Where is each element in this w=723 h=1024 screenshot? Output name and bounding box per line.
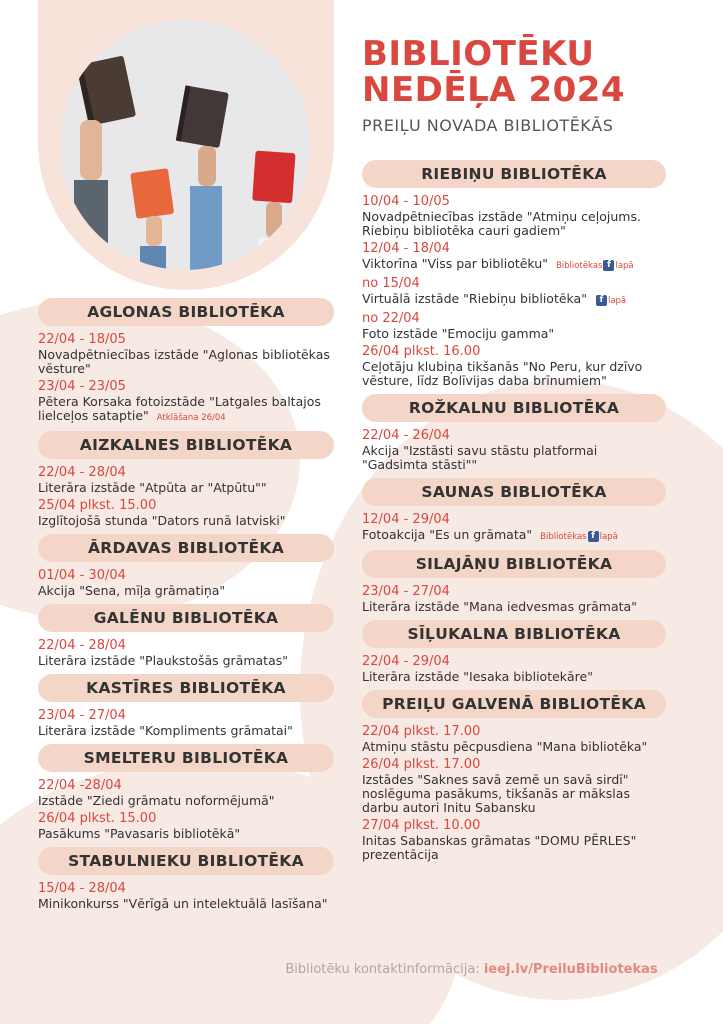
left-column [38,298,334,917]
title-line-2: NEDĒĻA 2024 [362,70,626,110]
event-text: Literāra izstāde "Iesaka bibliotekāre" [362,669,593,684]
library-section [38,674,334,738]
event-description [38,724,334,738]
event-date: 22/04 plkst. 17.00 [362,724,481,739]
event-text: Pasākums "Pavasaris bibliotēkā" [38,826,241,841]
event-text: Pētera Korsaka fotoizstāde "Latgales baltajos lielceļos sataptie" [38,394,321,423]
event-description [362,292,666,308]
books-photo [60,20,310,270]
event-description [362,834,666,862]
event-description [38,584,334,598]
facebook-pre: Bibliotēkas [540,532,587,542]
library-header: RIEBIŅU BIBLIOTĒKA [362,160,666,188]
event-text: Atmiņu stāstu pēcpusdiena "Mana bibliotēka" [362,739,648,754]
event-description [38,794,334,808]
event-text: Literāra izstāde "Mana iedvesmas grāmata" [362,599,637,614]
event-text: Akcija "Sena, mīļa grāmatiņa" [38,583,226,598]
event-date: 26/04 plkst. 15.00 [38,811,157,826]
event-note: Atklāšana 26/04 [156,413,226,423]
library-header: SMELTERU BIBLIOTĒKA [38,744,334,772]
event-description [362,528,666,544]
event-text: Izstāde "Ziedi grāmatu noformējumā" [38,793,275,808]
library-section [38,298,334,425]
library-section [38,534,334,598]
library-header: AIZKALNES BIBLIOTĒKA [38,431,334,459]
library-header: ĀRDAVAS BIBLIOTĒKA [38,534,334,562]
event-date: 15/04 - 28/04 [38,881,126,896]
library-header: KASTĪRES BIBLIOTĒKA [38,674,334,702]
facebook-link[interactable] [595,296,626,306]
facebook-post: lapā [607,296,627,306]
facebook-pre: Bibliotēkas [555,261,603,271]
facebook-icon: f [603,260,614,271]
facebook-post: lapā [599,532,618,542]
event-date: 22/04 - 18/05 [38,332,126,347]
event-description [38,827,334,841]
library-header: SILAJĀŅU BIBLIOTĒKA [362,550,666,578]
event-date: 22/04 - 26/04 [362,428,450,443]
library-header: SĪĻUKALNA BIBLIOTĒKA [362,620,666,648]
footer-label: Bibliotēku kontaktinformācija: [285,962,480,977]
event-description [38,481,334,495]
event-text: Fotoakcija "Es un grāmata" [362,527,533,542]
library-section [362,690,666,862]
event-text: Novadpētniecības izstāde "Atmiņu ceļojums. Riebiņu bibliotēka cauri gadiem" [362,209,641,238]
event-text: Initas Sabanskas grāmatas "DOMU PĒRLES" prezentācija [362,833,637,862]
library-section [362,620,666,684]
event-date: 22/04 - 28/04 [38,638,126,653]
event-date: 26/04 plkst. 17.00 [362,757,481,772]
event-date: 01/04 - 30/04 [38,568,126,583]
event-date: 26/04 plkst. 16.00 [362,344,481,359]
library-header: AGLONAS BIBLIOTĒKA [38,298,334,326]
event-date: 27/04 plkst. 10.00 [362,818,481,833]
library-section [362,550,666,614]
event-text: Literāra izstāde "Kompliments grāmatai" [38,723,293,738]
subtitle: PREIĻU NOVADA BIBLIOTĒKĀS [362,116,614,135]
event-date: 22/04 - 29/04 [362,654,450,669]
facebook-icon: f [588,531,599,542]
event-description [38,654,334,668]
facebook-post: lapā [615,261,634,271]
event-date: 23/04 - 27/04 [362,584,450,599]
library-section [362,394,666,472]
event-text: Viktorīna "Viss par bibliotēku" [362,256,548,271]
event-description [38,395,334,425]
event-text: Izglītojošā stunda "Dators runā latviski" [38,513,286,528]
event-text: Foto izstāde "Emociju gamma" [362,326,555,341]
event-text: Izstādes "Saknes savā zemē un savā sirdī" noslēguma pasākums, tikšanās ar mākslas darbu autori Initu Sabansku [362,772,630,815]
event-date: 23/04 - 27/04 [38,708,126,723]
event-date: 10/04 - 10/05 [362,194,450,209]
event-description [362,670,666,684]
event-text: Literāra izstāde "Plaukstošās grāmatas" [38,653,288,668]
right-column [362,160,666,868]
event-date: no 15/04 [362,276,420,291]
event-description [362,210,666,238]
facebook-link[interactable] [540,532,618,542]
library-header: SAUNAS BIBLIOTĒKA [362,478,666,506]
event-date: 22/04 - 28/04 [38,465,126,480]
event-date: 23/04 - 23/05 [38,379,126,394]
library-header: STABULNIEKU BIBLIOTĒKA [38,847,334,875]
event-description [38,897,334,911]
library-header: ROŽKALNU BIBLIOTĒKA [362,394,666,422]
library-header: PREIĻU GALVENĀ BIBLIOTĒKA [362,690,666,718]
event-description [362,327,666,341]
footer-link[interactable]: ieej.lv/PreiluBibliotekas [483,962,658,977]
event-date: 12/04 - 29/04 [362,512,450,527]
event-text: Virtuālā izstāde "Riebiņu bibliotēka" [362,291,587,306]
facebook-icon: f [596,295,607,306]
poster-title [362,36,702,135]
event-text: Literāra izstāde "Atpūta ar "Atpūtu"" [38,480,267,495]
title-line-1: BIBLIOTĒKU [362,34,595,74]
event-description [362,600,666,614]
footer [0,962,723,977]
library-section [38,604,334,668]
event-description [38,348,334,376]
event-date: 25/04 plkst. 15.00 [38,498,157,513]
event-text: Akcija "Izstāsti savu stāstu platformai "Gadsimta stāsti"" [362,443,598,472]
library-section [38,431,334,528]
library-section [362,160,666,388]
facebook-link[interactable] [556,261,634,271]
event-description [362,773,666,815]
event-description [362,444,666,472]
event-description [362,740,666,754]
event-date: 12/04 - 18/04 [362,241,450,256]
event-text: Novadpētniecības izstāde "Aglonas bibliotēkas vēsture" [38,347,330,376]
event-description [362,257,666,273]
event-text: Ceļotāju klubiņa tikšanās "No Peru, kur dzīvo vēsture, līdz Bolīvijas daba brīnumiem" [362,359,643,388]
library-header: GALĒNU BIBLIOTĒKA [38,604,334,632]
event-text: Minikonkurss "Vērīgā un intelektuālā lasīšana" [38,896,328,911]
event-date: no 22/04 [362,311,420,326]
library-section [38,744,334,841]
event-description [38,514,334,528]
event-description [362,360,666,388]
library-section [38,847,334,911]
library-section [362,478,666,544]
event-date: 22/04 -28/04 [38,778,122,793]
